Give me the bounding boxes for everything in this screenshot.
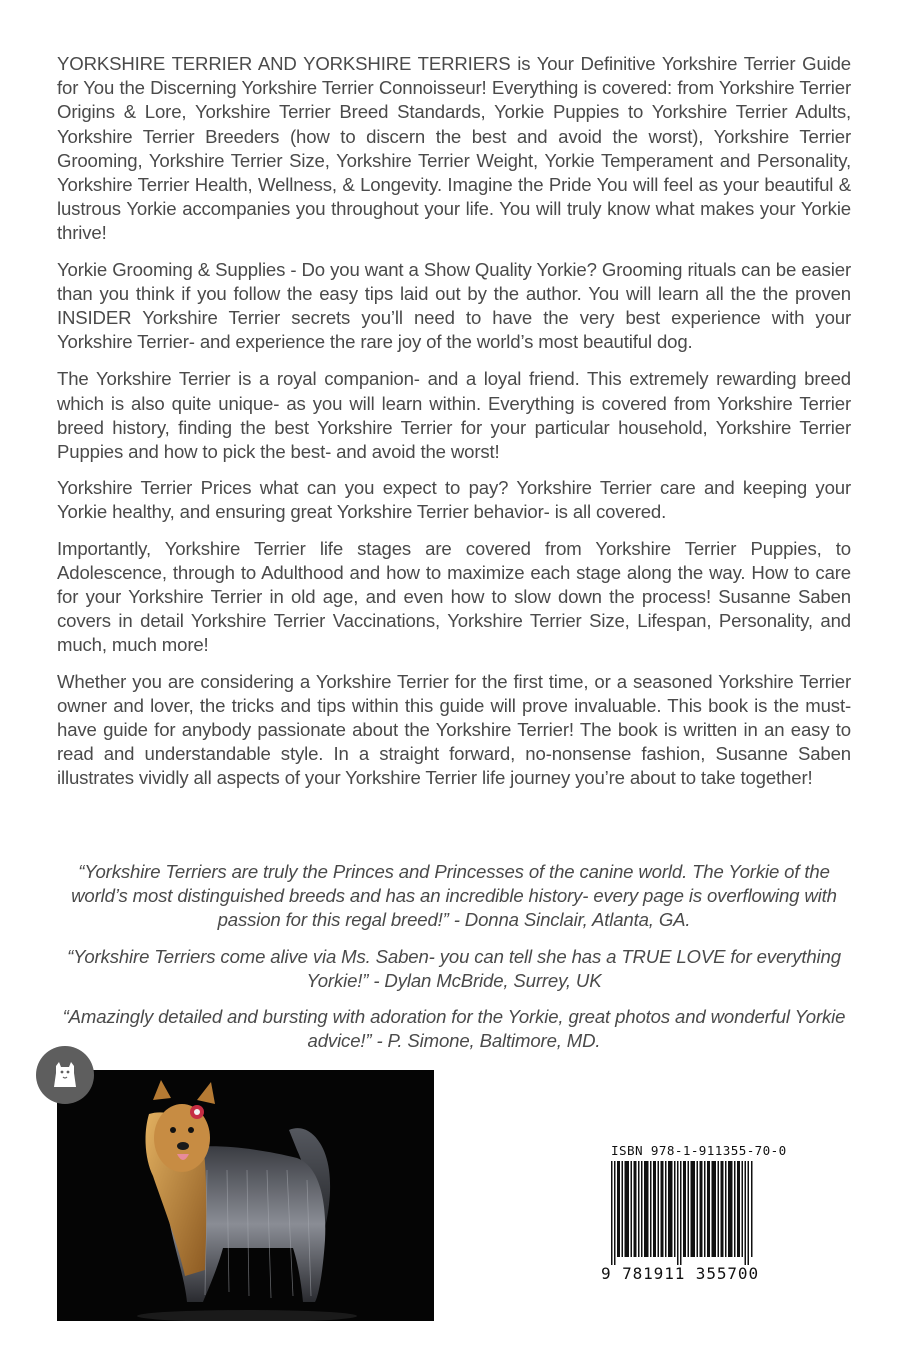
testimonial-1 xyxy=(57,860,851,933)
isbn-barcode xyxy=(595,1140,787,1288)
yorkshire-terrier-photo xyxy=(57,1070,434,1321)
testimonial-quote: “Amazingly detailed and bursting with adoration for the Yorkie, great photos and wonderful Yorkie advice!” xyxy=(62,1006,846,1052)
testimonial-attribution: - P. Simone, Baltimore, MD. xyxy=(371,1030,601,1052)
testimonial-2 xyxy=(57,945,851,993)
book-description xyxy=(57,52,851,803)
yorkshire-terrier-icon xyxy=(57,1070,434,1321)
description-paragraph-2: Yorkie Grooming & Supplies - Do you want a Show Quality Yorkie? Grooming rituals can be easier than you think if you follow the easy tips laid out by the author. You will learn all the the proven INSIDER Yorkshire Terrier secrets you’ll need to have the very best experience with your Yorkshire Terrier- and experience the rare joy of the world’s most beautiful dog. xyxy=(57,258,851,353)
barcode-bars xyxy=(611,1161,754,1265)
testimonial-3 xyxy=(57,1005,851,1053)
testimonial-attribution: - Donna Sinclair, Atlanta, GA. xyxy=(448,909,691,931)
description-paragraph-4: Yorkshire Terrier Prices what can you expect to pay? Yorkshire Terrier care and keeping your Yorkie healthy, and ensuring great Yorkshire Terrier behavior- is all covered. xyxy=(57,477,851,523)
testimonials xyxy=(57,860,851,1065)
ean-digits: 9 781911 355700 xyxy=(601,1264,759,1283)
yorkie-badge xyxy=(36,1046,94,1104)
testimonial-quote: “Yorkshire Terriers are truly the Princes and Princesses of the canine world. The Yorkie of the world’s most distinguished breeds and has an incredible history- every page is overflowing with passion for this regal breed!” xyxy=(71,861,837,931)
description-paragraph-5: Importantly, Yorkshire Terrier life stages are covered from Yorkshire Terrier Puppies, to Adolescence, through to Adulthood and how to maximize each stage along the way. How to care for your Yorkshire Terrier in old age, and even how to slow down the process! Susanne Saben covers in detail Yorkshire Terrier Vaccinations, Yorkshire Terrier Size, Lifespan, Personality, and much, much more! xyxy=(57,537,851,656)
description-paragraph-3: The Yorkshire Terrier is a royal companion- and a loyal friend. This extremely rewarding breed which is also quite unique- as you will learn within. Everything is covered from Yorkshire Terrier breed history, finding the best Yorkshire Terrier for your particular household, Yorkshire Terrier Puppies and how to pick the best- and avoid the worst! xyxy=(57,368,851,463)
testimonial-attribution: - Dylan McBride, Surrey, UK xyxy=(368,969,602,991)
testimonial-quote: “Yorkshire Terriers come alive via Ms. Saben- you can tell she has a TRUE LOVE for everything Yorkie!” xyxy=(67,945,841,991)
description-paragraph-6: Whether you are considering a Yorkshire Terrier for the first time, or a seasoned Yorkshire Terrier owner and lover, the tricks and tips within this guide will prove invaluable. This book is the must-have guide for anybody passionate about the Yorkshire Terrier! The book is written in an easy to read and understandable style. In a straight forward, no-nonsense fashion, Susanne Saben illustrates vividly all aspects of your Yorkshire Terrier life journey you’re about to take together! xyxy=(57,670,851,789)
description-paragraph-1: YORKSHIRE TERRIER AND YORKSHIRE TERRIERS is Your Definitive Yorkshire Terrier Guide for You the Discerning Yorkshire Terrier Connoisseur! Everything is covered: from Yorkshire Terrier Origins & Lore, Yorkshire Terrier Breed Standards, Yorkie Puppies to Yorkshire Terrier Adults, Yorkshire Terrier Breeders (how to discern the best and avoid the worst), Yorkshire Terrier Grooming, Yorkshire Terrier Size, Yorkshire Terrier Weight, Yorkie Temperament and Personality, Yorkshire Terrier Health, Wellness, & Longevity. Imagine the Pride You will feel as your beautiful & lustrous Yorkie accompanies you throughout your life. You will truly know what makes your Yorkie thrive! xyxy=(57,53,851,244)
isbn-label: ISBN 978-1-911355-70-0 xyxy=(611,1143,787,1158)
yorkie-silhouette-icon xyxy=(51,1061,79,1089)
